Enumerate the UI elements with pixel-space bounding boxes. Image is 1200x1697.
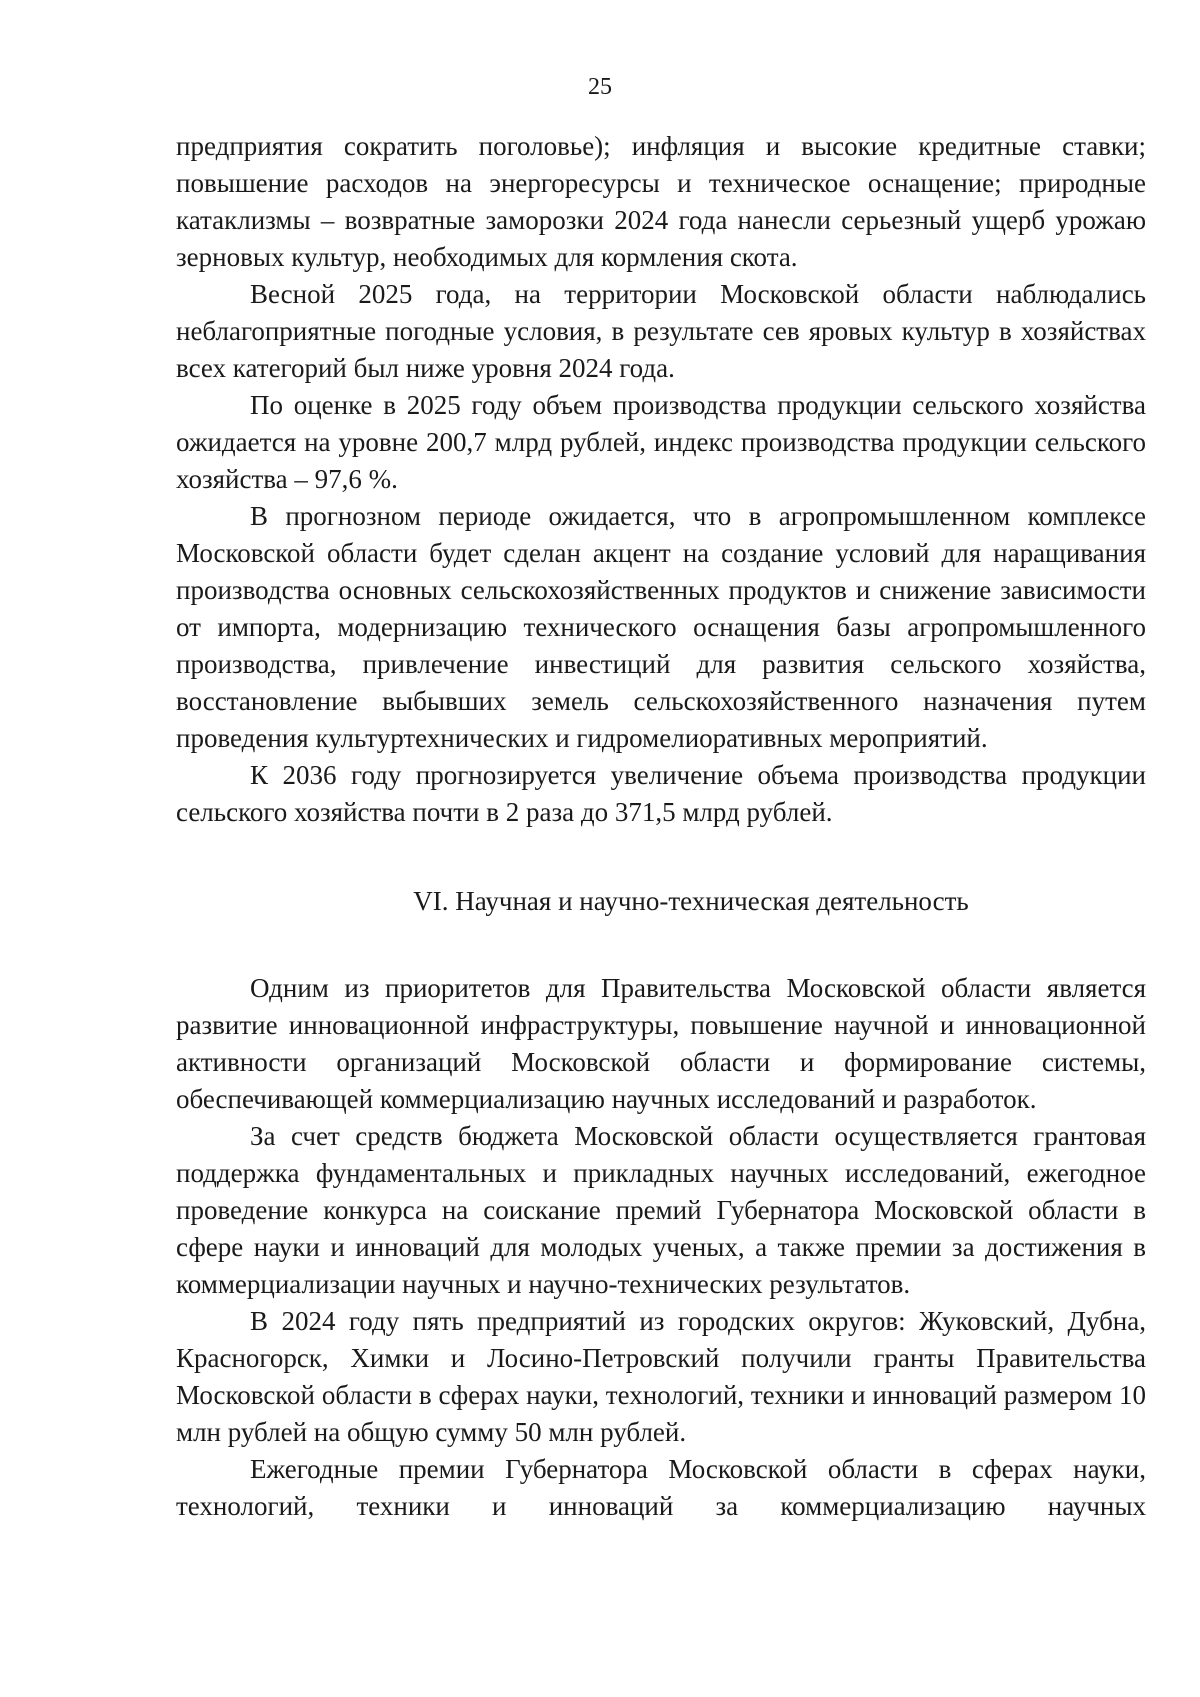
paragraph-livestock-factors: предприятия сократить поголовье); инфляция и высокие кредитные ставки; повышение расходов на энергоресурсы и техническое оснащение; природные катаклизмы – возвратные заморозки 2024 года нанесли серьезный ущерб урожаю зерновых культур, необходимых для кормления скота.	[176, 131, 1146, 272]
paragraph-governor-awards: Ежегодные премии Губернатора Московской области в сферах науки, технологий, техники и инноваций за коммерциализацию научных	[176, 1454, 1146, 1521]
paragraph-forecast-period: В прогнозном периоде ожидается, что в агропромышленном комплексе Московской области будет сделан акцент на создание условий для наращивания производства основных сельскохозяйственных продуктов и снижение зависимости от импорта, модернизацию технического оснащения базы агропромышленного производства, привлечение инвестиций для развития сельского хозяйства, восстановление выбывших земель сельскохозяйственного назначения путем проведения культуртехнических и гидромелиоративных мероприятий.	[176, 501, 1146, 753]
paragraph-2024-grants: В 2024 году пять предприятий из городских округов: Жуковский, Дубна, Красногорск, Химки и Лосино-Петровский получили гранты Правительства Московской области в сферах науки, технологий, техники и инноваций размером 10 млн рублей на общую сумму 50 млн рублей.	[176, 1306, 1146, 1447]
page-content	[176, 128, 1146, 1525]
paragraph-innovation-priorities: Одним из приоритетов для Правительства Московской области является развитие инновационной инфраструктуры, повышение научной и инновационной активности организаций Московской области и формирование системы, обеспечивающей коммерциализацию научных исследований и разработок.	[176, 973, 1146, 1114]
paragraph-grant-support: За счет средств бюджета Московской области осуществляется грантовая поддержка фундаментальных и прикладных научных исследований, ежегодное проведение конкурса на соискание премий Губернатора Московской области в сфере науки и инноваций для молодых ученых, а также премии за достижения в коммерциализации научных и научно-технических результатов.	[176, 1121, 1146, 1299]
page-number: 25	[588, 74, 612, 100]
paragraph-spring-weather: Весной 2025 года, на территории Московской области наблюдались неблагоприятные погодные условия, в результате сев яровых культур в хозяйствах всех категорий был ниже уровня 2024 года.	[176, 279, 1146, 383]
section-heading: VI. Научная и научно-техническая деятельность	[413, 886, 969, 916]
paragraph-2036-forecast: К 2036 году прогнозируется увеличение объема производства продукции сельского хозяйства почти в 2 раза до 371,5 млрд рублей.	[176, 760, 1146, 827]
paragraph-production-estimate: По оценке в 2025 году объем производства продукции сельского хозяйства ожидается на уровне 200,7 млрд рублей, индекс производства продукции сельского хозяйства – 97,6 %.	[176, 390, 1146, 494]
